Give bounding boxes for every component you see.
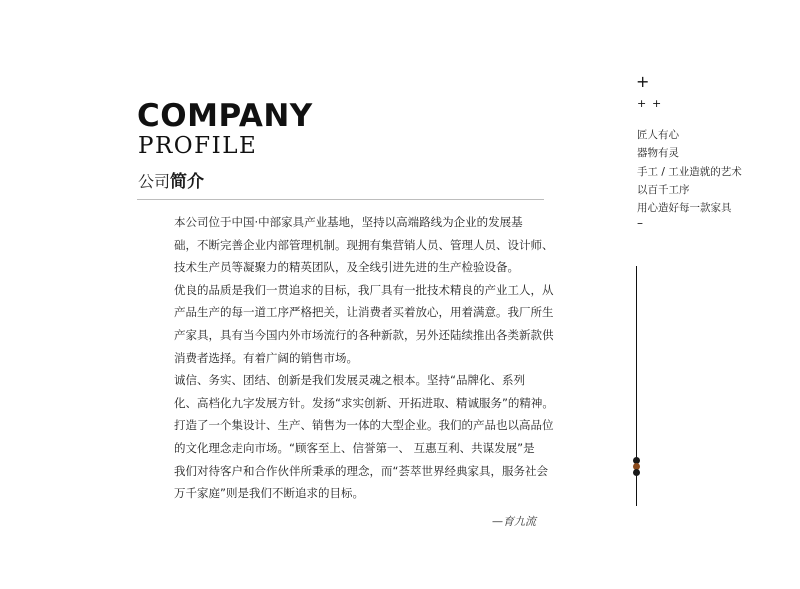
plus-icon: + xyxy=(637,97,647,110)
body-line: 诚信、务实、团结、创新是我们发展灵魂之根本。坚持“品牌化、系列 xyxy=(174,373,525,388)
body-line: 打造了一个集设计、生产、销售为一体的大型企业。我们的产品也以高品位 xyxy=(174,418,554,433)
dot-icon xyxy=(633,469,640,476)
plus-icon: + xyxy=(636,72,650,91)
signature: —育九流 xyxy=(492,515,536,528)
page-title: COMPANY xyxy=(137,98,313,134)
body-line: 产家具，具有当今国内外市场流行的各种新款，另外还陆续推出各类新款供 xyxy=(174,327,554,342)
body-line: 础，不断完善企业内部管理机制。现拥有集营销人员、管理人员、设计师、 xyxy=(174,237,554,252)
body-line: 本公司位于中国·中部家具产业基地，坚持以高端路线为企业的发展基 xyxy=(174,215,523,229)
body-line: 技术生产员等凝聚力的精英团队，及全线引进先进的生产检验设备。 xyxy=(174,260,519,275)
body-line: 化、高档化九字发展方针。发扬“求实创新、开拓进取、精诚服务”的精神。 xyxy=(174,395,554,410)
slogan-item: 用心造好每一款家具 xyxy=(637,202,732,215)
body-line: 产品生产的每一道工序严格把关，让消费者买着放心，用着满意。我厂所生 xyxy=(174,305,554,320)
heading-cn-bold: 简介 xyxy=(170,172,205,192)
profile-body xyxy=(174,211,554,505)
body-line: 消费者选择。有着广阔的销售市场。 xyxy=(174,350,358,365)
slogan-item: 手工 / 工业造就的艺术 xyxy=(637,165,742,178)
body-line: 的文化理念走向市场。“顾客至上、信誉第一、 互惠互利、共谋发展”是 xyxy=(174,440,535,455)
dash-icon: – xyxy=(637,216,643,230)
slogan-item: 器物有灵 xyxy=(637,147,679,160)
body-line: 优良的品质是我们一贯追求的目标，我厂具有一批技术精良的产业工人，从 xyxy=(174,282,554,297)
slogan-list xyxy=(637,126,742,217)
plus-icon: + xyxy=(652,97,662,110)
body-line: 我们对待客户和合作伙伴所秉承的理念，而“荟萃世界经典家具，服务社会 xyxy=(174,463,548,478)
heading-cn-regular: 公司 xyxy=(138,172,171,191)
slogan-item: 以百千工序 xyxy=(637,183,690,196)
slogan-item: 匠人有心 xyxy=(637,129,679,141)
body-line: 万千家庭”则是我们不断追求的目标。 xyxy=(174,486,364,501)
section-heading-cn xyxy=(138,171,204,193)
horizontal-divider xyxy=(137,199,544,200)
page-subtitle: PROFILE xyxy=(138,133,258,159)
